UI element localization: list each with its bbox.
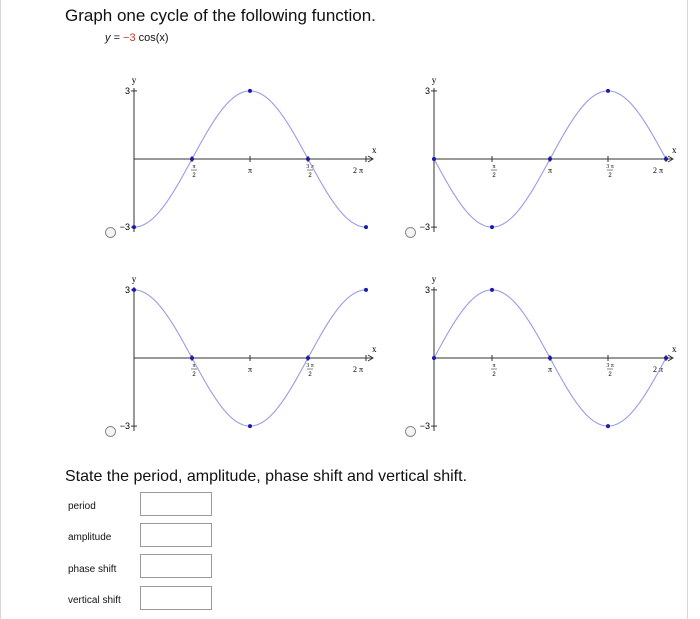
y-label-top: 3 <box>124 284 130 295</box>
x-label-pi: π <box>547 365 553 374</box>
option-c-plot <box>110 271 400 446</box>
x-label-three-pi-half-den: 2 <box>608 173 612 179</box>
graph-option-c[interactable] <box>110 271 400 446</box>
period-label: period <box>68 501 96 512</box>
x-axis-label: x <box>372 145 377 155</box>
key-point <box>664 356 668 360</box>
x-label-pi-half-den: 2 <box>492 372 496 378</box>
equation-prefix: y = <box>105 32 124 44</box>
key-point <box>248 89 252 93</box>
x-label-three-pi-half-num: 3 π <box>306 164 314 170</box>
graph-option-a[interactable] <box>110 72 400 247</box>
key-point <box>306 157 310 161</box>
vertical-shift-label: vertical shift <box>68 595 121 606</box>
x-axis-label: x <box>372 344 377 354</box>
y-axis-label: y <box>431 274 437 284</box>
x-label-three-pi-half-num: 3 π <box>306 363 314 369</box>
phase-shift-label: phase shift <box>68 564 117 575</box>
y-label-top: 3 <box>424 85 430 96</box>
x-label-pi-half-den: 2 <box>192 372 196 378</box>
x-axis-label: x <box>672 344 677 354</box>
key-point <box>190 157 194 161</box>
x-label-two-pi: 2 π <box>652 166 664 175</box>
key-point <box>248 424 252 428</box>
x-label-three-pi-half-den: 2 <box>308 173 312 179</box>
key-point <box>432 157 436 161</box>
vertical-shift-input[interactable] <box>140 586 212 610</box>
x-label-three-pi-half-den: 2 <box>308 372 312 378</box>
x-label-pi-half-num: π <box>192 363 196 369</box>
x-label-pi: π <box>247 365 253 374</box>
x-label-pi-half-num: π <box>192 164 196 170</box>
option-d-plot <box>410 271 700 446</box>
key-point <box>490 225 494 229</box>
phase-shift-input[interactable] <box>140 554 212 578</box>
x-label-pi-half-den: 2 <box>492 173 496 179</box>
x-label-two-pi: 2 π <box>352 166 364 175</box>
y-label-bottom: −3 <box>419 222 430 233</box>
key-point <box>132 288 136 292</box>
y-label-bottom: −3 <box>119 421 130 432</box>
y-axis-label: y <box>431 75 437 85</box>
x-label-pi-half-num: π <box>492 164 496 170</box>
amplitude-label: amplitude <box>68 532 112 543</box>
period-input[interactable] <box>140 492 212 516</box>
key-point <box>664 157 668 161</box>
equation-coefficient: −3 <box>123 32 136 44</box>
y-label-bottom: −3 <box>419 421 430 432</box>
graph-option-d[interactable] <box>410 271 700 446</box>
x-label-pi-half-num: π <box>492 363 496 369</box>
x-label-three-pi-half-num: 3 π <box>606 164 614 170</box>
x-label-three-pi-half-den: 2 <box>608 372 612 378</box>
x-axis-label: x <box>672 145 677 155</box>
x-label-two-pi: 2 π <box>652 365 664 374</box>
key-point <box>132 225 136 229</box>
option-a-plot <box>110 72 400 247</box>
y-axis-label: y <box>131 274 137 284</box>
left-border <box>0 0 1 619</box>
x-label-two-pi: 2 π <box>352 365 364 374</box>
y-axis-label: y <box>131 75 137 85</box>
y-label-top: 3 <box>124 85 130 96</box>
key-point <box>306 356 310 360</box>
key-point <box>606 89 610 93</box>
option-b-plot <box>410 72 700 247</box>
key-point <box>432 356 436 360</box>
x-label-three-pi-half-num: 3 π <box>606 363 614 369</box>
x-label-pi-half-den: 2 <box>192 173 196 179</box>
question-title: Graph one cycle of the following function. <box>65 6 376 25</box>
properties-question: State the period, amplitude, phase shift and vertical shift. <box>65 468 468 485</box>
y-label-bottom: −3 <box>119 222 130 233</box>
equation-suffix: cos(x) <box>135 32 169 44</box>
graph-option-b[interactable] <box>410 72 700 247</box>
key-point <box>548 157 552 161</box>
key-point <box>606 424 610 428</box>
key-point <box>190 356 194 360</box>
function-equation <box>105 32 169 44</box>
key-point <box>490 288 494 292</box>
key-point <box>548 356 552 360</box>
key-point <box>364 288 368 292</box>
x-label-pi: π <box>547 166 553 175</box>
amplitude-input[interactable] <box>140 523 212 547</box>
key-point <box>364 225 368 229</box>
x-label-pi: π <box>247 166 253 175</box>
y-label-top: 3 <box>424 284 430 295</box>
